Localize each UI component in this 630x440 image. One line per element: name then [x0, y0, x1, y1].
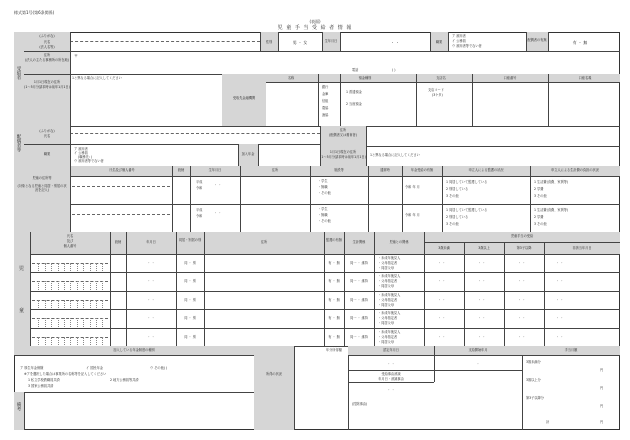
cb-id-digit-sep: [58, 337, 59, 345]
pension-opt-2[interactable]: イ 国民年金: [86, 366, 103, 370]
cb-relation-option[interactable]: ・未成年後見人: [378, 329, 401, 334]
amount-label: 手当月額: [564, 348, 578, 352]
cb-livelihood-option[interactable]: 同一 ・ 維持: [350, 261, 368, 265]
bank-kind-5[interactable]: 漁協: [322, 113, 329, 117]
applicant-section-label: 受給者: [16, 66, 21, 80]
cb-h-and: 及び: [66, 239, 74, 243]
cb-id-digit-sep: [51, 281, 52, 289]
cb-receipt-dot[interactable]: ・ ・: [438, 279, 446, 284]
cb-id-digit-sep: [102, 337, 103, 345]
cb-relation-option[interactable]: ・未成年後見人: [378, 292, 401, 297]
ca-h-rel: 続柄: [177, 168, 185, 172]
cb-row-divider: [30, 328, 620, 329]
cb-id-digit-sep: [83, 337, 84, 345]
amount-yen-total: 円: [600, 420, 604, 424]
ca-r2-cus2[interactable]: 2 別居している: [446, 215, 469, 219]
cb-receipt-dot[interactable]: ・ ・: [478, 261, 486, 265]
year-label: 年分所得額: [326, 348, 342, 352]
cb-id-digit-sep: [64, 337, 65, 345]
amount-row-3: 第3子以降分: [526, 396, 544, 400]
cb-h-name: 氏名: [66, 234, 74, 238]
payment-dots[interactable]: ・: [476, 362, 480, 366]
sex-value[interactable]: 男 ・ 女: [292, 40, 308, 45]
prev-address-note: 1と異なる場合に記入してください: [72, 76, 122, 80]
cb-sh-3: 第3子以降: [516, 246, 532, 250]
remarks-label: 備考: [16, 402, 21, 411]
cb-id-digit-sep: [70, 318, 71, 326]
cb-receipt-dot[interactable]: ・ ・: [556, 279, 564, 284]
cb-id-digit-sep: [45, 318, 46, 326]
job-option-3[interactable]: ウ 被用者等でない者: [452, 44, 482, 48]
deposit-type-1[interactable]: 1 普通預金: [346, 90, 362, 94]
cb-id-digit-sep: [64, 300, 65, 308]
spouse-job-2[interactable]: イ 公務員: [74, 151, 88, 155]
cb-date-dots[interactable]: ・ ・: [147, 297, 155, 302]
cb-custody-option[interactable]: 有 ・ 無: [328, 261, 340, 265]
cb-receipt-dot[interactable]: ・ ・: [556, 334, 564, 339]
birth-label: 生年月日: [324, 39, 338, 43]
cb-relation-option[interactable]: ・父母指定者: [378, 334, 398, 339]
cb-livelihood-option[interactable]: 同一 ・ 維持: [350, 279, 368, 284]
cb-id-digit-sep: [45, 281, 46, 289]
ca-h-pension: 年金受給の有無: [410, 168, 434, 172]
cb-row-divider: [30, 291, 620, 292]
cb-id-digit-sep: [58, 300, 59, 308]
cb-relation-option[interactable]: ・父母指定者: [378, 316, 398, 321]
cb-relation-option[interactable]: ・同居父母: [378, 339, 394, 344]
amount-row-2: 3歳以上分: [526, 378, 541, 382]
cb-receipt-dot[interactable]: ・ ・: [518, 279, 526, 284]
bank-header-holder: 口座名義: [578, 76, 592, 80]
cb-id-digit-sep: [58, 281, 59, 289]
cb-id-digit-sep: [38, 263, 39, 271]
applicant-name-input[interactable]: [70, 32, 260, 51]
cb-relation-option[interactable]: ・未成年後見人: [378, 274, 401, 279]
spouse-address-label: 住所: [339, 128, 347, 132]
cb-id-digit-sep: [38, 281, 39, 289]
pension-title: 加入している年金制度の種別: [113, 348, 155, 352]
bank-header-branch: 支店名: [436, 76, 446, 80]
spouse-address-cell: [320, 126, 366, 166]
prev-address-label: 1月1日現在の住所: [33, 80, 61, 84]
deduction-label: (控除事由): [352, 402, 368, 406]
ca-r2-cost3[interactable]: 3 その他: [534, 222, 547, 226]
bank-header-account: 口座番号: [503, 76, 517, 80]
spouse-job-1[interactable]: ア 被用者: [74, 147, 88, 151]
spouse-prev-sub2: (1～5月分請求時は前年1月1日): [320, 155, 366, 159]
cb-id-digit-sep: [96, 281, 97, 289]
cb-id-digit-sep: [45, 337, 46, 345]
ca-r1-dots[interactable]: ・ ・: [214, 183, 222, 187]
ca-r2-date[interactable]: 令和 年 月: [405, 213, 420, 217]
cb-id-digit-sep: [70, 263, 71, 271]
cb-id-digit-sep: [77, 263, 78, 271]
cb-custody-option[interactable]: 有 ・ 無: [328, 334, 340, 339]
applicant-address-label: 住所: [43, 53, 51, 57]
cb-id-digit-sep: [102, 281, 103, 289]
ca-r1-fac2[interactable]: ・無職: [318, 185, 328, 189]
ca-r1-era2: 令和: [196, 186, 203, 190]
children-b-side-1: 児: [19, 266, 25, 272]
birth-value[interactable]: ・ ・: [390, 40, 400, 45]
total-label: 計: [546, 420, 550, 424]
spouse-address-sub: (配偶者又は養育者): [329, 133, 357, 137]
job-option-1[interactable]: ア 被用者: [452, 34, 466, 38]
ca-h-normal: 通常時: [380, 168, 390, 172]
cb-h-id: 個人番号: [63, 244, 77, 248]
cb-receipt-dot[interactable]: ・ ・: [478, 334, 486, 339]
ca-r1-cost1[interactable]: 1 生活費(食費、家賃等): [534, 180, 569, 184]
cb-receipt-dot[interactable]: ・ ・: [518, 297, 526, 302]
cb-id-digit-sep: [90, 337, 91, 345]
job-label: 職業: [435, 40, 443, 44]
bank-kind-3[interactable]: 信組: [322, 99, 329, 103]
cb-h-address: 住所: [260, 240, 268, 244]
bank-kind-2[interactable]: 金庫: [322, 92, 329, 96]
applicant-kana-label: (ふりがな): [39, 34, 55, 38]
ref-dots[interactable]: ・ ・: [387, 388, 395, 392]
spouse-prev-sub: 1月1日現在の住所: [329, 150, 357, 154]
cb-id-digit-sep: [83, 318, 84, 326]
cb-id-digit-sep: [58, 318, 59, 326]
bank-section-label: 受取先金融機関: [232, 96, 256, 100]
cb-id-digit-sep: [64, 318, 65, 326]
ca-h-cost: 申立人による生計費の負担の状況: [551, 168, 599, 172]
cb-custody-option[interactable]: 有 ・ 無: [328, 316, 340, 321]
cb-id-digit-sep: [70, 300, 71, 308]
payment-label: 支給開始年月: [468, 348, 488, 352]
cb-date-dots[interactable]: ・ ・: [147, 316, 155, 321]
amount-yen-3: 円: [600, 404, 604, 408]
cb-relation-option[interactable]: ・未成年後見人: [378, 256, 401, 260]
sex-label: 性別: [265, 40, 273, 44]
remarks-side: [14, 392, 24, 430]
cb-id-digit-sep: [90, 263, 91, 271]
ca-r1-cus3[interactable]: 3 その他: [446, 194, 459, 198]
ca-h-custody: 申立人による監護の状況: [468, 168, 504, 172]
cb-id-digit-sep: [90, 281, 91, 289]
spouse-job-3[interactable]: (職務先: ): [78, 155, 93, 159]
pension-sub-1[interactable]: 1 私立学校教職員共済: [28, 378, 60, 382]
spouse-name-label: 氏名: [43, 134, 51, 138]
ca-r2-fac2[interactable]: ・無職: [318, 213, 328, 217]
cb-receipt-dot[interactable]: ・ ・: [556, 316, 564, 321]
cb-receipt-dot[interactable]: ・ ・: [518, 316, 526, 321]
deposit-type-2[interactable]: 2 当座預金: [346, 102, 362, 106]
cb-livelihood-option[interactable]: 同一 ・ 維持: [350, 316, 368, 321]
cb-id-digit-sep: [51, 300, 52, 308]
cb-receipt-dot[interactable]: ・ ・: [556, 297, 564, 302]
amount-yen-1: 円: [600, 368, 604, 372]
cb-live-option[interactable]: 同 ・ 別: [184, 334, 196, 339]
cb-id-digit-sep: [77, 318, 78, 326]
cb-id-digit-sep: [77, 281, 78, 289]
spouse-pension-label: 加入年金: [241, 152, 255, 156]
cb-id-digit-sep: [83, 300, 84, 308]
cb-sh-1: 3歳未満: [438, 246, 450, 250]
pension-note: ※アを選択した場合は事業所の名称等を記入してください: [24, 372, 107, 376]
cb-id-digit-sep: [83, 281, 84, 289]
cb-relation-option[interactable]: ・父母指定者: [378, 297, 398, 302]
cb-relation-option[interactable]: ・同居父母: [378, 321, 394, 326]
cb-live-option[interactable]: 同 ・ 別: [184, 261, 196, 265]
cb-id-digit-sep: [77, 300, 78, 308]
cb-relation-option[interactable]: ・未成年後見人: [378, 311, 401, 316]
cb-custody-option[interactable]: 有 ・ 無: [328, 279, 340, 284]
ca-r2-era2: 令和: [196, 214, 203, 218]
ca-h-address: 住所: [271, 168, 279, 172]
children-a-side-label: 児童の住所等: [32, 176, 52, 180]
cb-relation-option[interactable]: ・同居父母: [378, 302, 394, 307]
cb-h-live: 同居・別居の別: [178, 238, 202, 242]
pension-sub-3[interactable]: 3 国家公務員共済: [28, 384, 54, 388]
children-a-side-note: (対象となる児童と同居・別居の状況を記入): [17, 184, 67, 192]
cb-id-digit-sep: [58, 263, 59, 271]
job-option-2[interactable]: イ 公務員: [452, 39, 466, 43]
bank-kind-4[interactable]: 農協: [322, 106, 329, 110]
cb-row-divider: [30, 309, 620, 310]
cb-receipt-dot[interactable]: ・ ・: [478, 279, 486, 284]
bank-label-cell: [222, 74, 266, 126]
cb-id-digit-sep: [77, 337, 78, 345]
cb-livelihood-option[interactable]: 同一 ・ 維持: [350, 297, 368, 302]
decision-label: 認定年月日: [383, 348, 399, 352]
amount-yen-2: 円: [600, 386, 604, 390]
spouse-section-label: 配偶者等: [16, 134, 21, 152]
cb-live-option[interactable]: 同 ・ 別: [184, 316, 196, 321]
cb-date-dots[interactable]: ・ ・: [147, 334, 155, 339]
cb-livelihood-option[interactable]: 同一 ・ 維持: [350, 334, 368, 339]
cb-id-digit-sep: [102, 300, 103, 308]
pension-opt-1[interactable]: ア 厚生年金保険: [20, 366, 44, 370]
cb-relation-option[interactable]: ・同居父母: [378, 266, 394, 270]
cb-id-digit-sep: [90, 318, 91, 326]
cb-id-digit-sep: [45, 300, 46, 308]
branch-code-label: 支店コード: [428, 88, 444, 92]
cb-id-digit-sep: [70, 281, 71, 289]
ca-h-name: 氏名及び個人番号: [109, 168, 135, 172]
ref-label-1: 受給事由消滅: [381, 372, 401, 376]
bank-header-kind: 預金種別: [358, 76, 372, 80]
cb-live-option[interactable]: 同 ・ 別: [184, 279, 196, 284]
ca-r1-fac3[interactable]: ・その他: [318, 191, 331, 195]
cb-id-digit-sep: [38, 337, 39, 345]
applicant-address-sub: (法人の主たる事務所の所在地): [25, 58, 69, 62]
cb-id-digit-sep: [51, 337, 52, 345]
cb-receipt-dot[interactable]: ・ ・: [478, 316, 486, 321]
ca-r2-cus3[interactable]: 3 その他: [446, 222, 459, 226]
applicant-name-sub: (法人名等): [39, 45, 55, 49]
ca-r2-era: 平成: [196, 208, 203, 212]
cb-id-digit-sep: [38, 300, 39, 308]
cb-id-digit-sep: [51, 318, 52, 326]
form-number: 様式第1号(第6条関係): [14, 10, 55, 15]
cb-receipt-dot[interactable]: ・ ・: [518, 261, 526, 265]
cb-id-digit-sep: [45, 263, 46, 271]
cb-date-dots[interactable]: ・ ・: [147, 279, 155, 284]
spouse-label: 配偶者の有無: [527, 38, 547, 42]
cb-date-dots[interactable]: ・ ・: [147, 261, 155, 265]
ca-r2-cost2[interactable]: 2 学費: [534, 215, 544, 219]
ca-r1-cus2[interactable]: 2 別居している: [446, 187, 469, 191]
form-title: 児 童 手 当 受 給 者 情 報: [277, 25, 353, 31]
ca-r1-cost2[interactable]: 2 学費: [534, 187, 544, 191]
cb-id-digit-sep: [64, 263, 65, 271]
cb-h-receipt: 児童手当の受給: [510, 234, 534, 238]
ca-r1-era: 平成: [196, 180, 203, 184]
cb-id-digit-sep: [38, 318, 39, 326]
income-label: 所得の状況: [266, 372, 282, 376]
cb-receipt-dot[interactable]: ・ ・: [478, 297, 486, 302]
ca-h-birth: 生年月日: [208, 168, 222, 172]
cb-h-livelihood: 生計関係: [352, 240, 366, 244]
bank-kind-1[interactable]: 銀行: [322, 85, 329, 89]
cb-id-digit-sep: [96, 263, 97, 271]
amount-row-1: 3歳未満分: [526, 360, 541, 364]
front-label: (表面): [309, 19, 321, 24]
cb-h-custody: 監護の有無: [326, 238, 342, 242]
cb-h-rel: 続柄: [114, 240, 122, 244]
ca-h-facility: 施設等: [334, 168, 344, 172]
cb-h-date: 年月日: [146, 240, 156, 244]
cb-id-digit-sep: [83, 263, 84, 271]
cb-receipt-dot[interactable]: ・ ・: [438, 316, 446, 321]
income-label-cell: [254, 346, 294, 430]
cb-id-digit-sep: [51, 263, 52, 271]
pension-opt-3[interactable]: ウ その他( ): [150, 366, 168, 370]
applicant-name-label: 氏名: [43, 40, 51, 44]
ca-r1-fac1[interactable]: ・学生: [318, 179, 328, 183]
ca-r2-dots[interactable]: ・ ・: [214, 211, 222, 215]
cb-receipt-dot[interactable]: ・ ・: [438, 334, 446, 339]
ca-r2-cus1[interactable]: 1 同居していて監護している: [446, 208, 488, 212]
cb-receipt-dot[interactable]: ・ ・: [438, 297, 446, 302]
postal-mark: 〒: [74, 53, 78, 58]
cb-live-option[interactable]: 同 ・ 別: [184, 297, 196, 302]
cb-sh-4: 非該当年月日: [572, 246, 592, 250]
cb-receipt-dot[interactable]: ・ ・: [556, 261, 564, 265]
ca-r1-date[interactable]: 令和 年 月: [405, 185, 420, 189]
ref-label-2: 年月日・消滅事由: [378, 377, 404, 381]
decision-dots[interactable]: ・ ・: [387, 362, 395, 366]
cb-id-digit-sep: [96, 318, 97, 326]
children-b-side: [14, 232, 30, 346]
phone-label: 電話: [352, 68, 359, 72]
spouse-prev-note: 1と異なる場合に記入してください: [370, 153, 420, 157]
cb-receipt-dot[interactable]: ・ ・: [518, 334, 526, 339]
cb-relation-option[interactable]: ・同居父母: [378, 284, 394, 289]
ca-r1-cus1[interactable]: 1 同居していて監護している: [446, 180, 488, 184]
ca-r2-fac1[interactable]: ・学生: [318, 207, 328, 211]
cb-id-digit-sep: [102, 318, 103, 326]
cb-sh-2: 3歳以上: [478, 246, 490, 250]
ca-r2-fac3[interactable]: ・その他: [318, 219, 331, 223]
spouse-value[interactable]: 有 ・ 無: [572, 40, 588, 45]
spouse-job-label: 職業: [43, 152, 51, 156]
cb-h-relation: 児童との関係: [389, 240, 409, 244]
ca-r2-cost1[interactable]: 1 生活費(食費、家賃等): [534, 208, 569, 212]
spouse-job-4[interactable]: ウ 被用者等でない者: [74, 159, 104, 163]
cb-custody-option[interactable]: 有 ・ 無: [328, 297, 340, 302]
prev-address-sub: (1～5月分請求時は前年1月1日): [24, 85, 70, 89]
cb-id-digit-sep: [70, 337, 71, 345]
branch-code-sub: (3ケタ): [432, 93, 443, 97]
cb-id-digit-sep: [90, 300, 91, 308]
children-b-side-2: 童: [19, 308, 25, 314]
cb-relation-option[interactable]: ・父母指定者: [378, 279, 398, 284]
phone-parens[interactable]: ( ): [392, 68, 396, 72]
cb-id-digit-sep: [102, 263, 103, 271]
pension-sub-2[interactable]: 2 地方公務員等共済: [110, 378, 139, 382]
cb-row-divider: [30, 272, 620, 273]
cb-relation-option[interactable]: ・父母指定者: [378, 261, 398, 265]
bank-header-name: 名称: [287, 76, 295, 80]
cb-id-digit-sep: [96, 337, 97, 345]
cb-id-digit-sep: [64, 281, 65, 289]
ca-r1-cost3[interactable]: 3 その他: [534, 194, 547, 198]
spouse-kana-label: (ふりがな): [39, 129, 55, 133]
cb-receipt-dot[interactable]: ・ ・: [438, 261, 446, 265]
cb-id-digit-sep: [96, 300, 97, 308]
